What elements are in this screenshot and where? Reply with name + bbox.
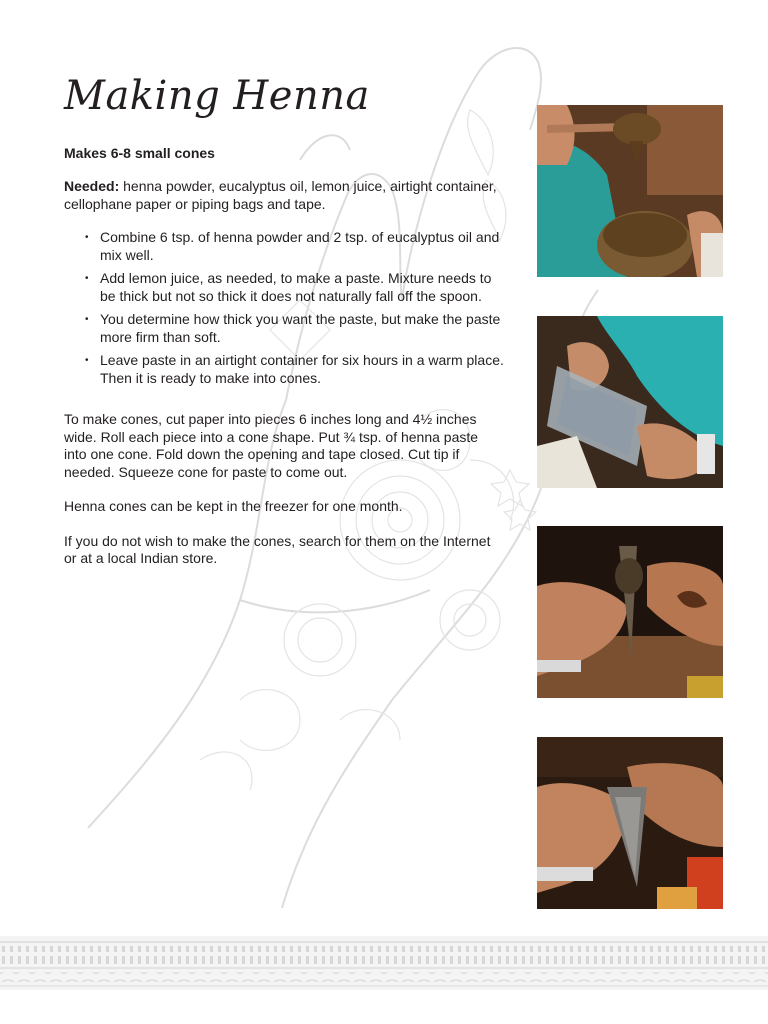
photo-cone-tip: [537, 737, 723, 909]
yield-text: Makes 6-8 small cones: [64, 145, 215, 161]
mehndi-border-pattern: [0, 936, 768, 990]
page-title: Making Henna: [64, 73, 370, 119]
photo-mixing-paste: [537, 105, 723, 277]
needed-label: Needed:: [64, 178, 120, 194]
photo-rolling-cone: [537, 526, 723, 698]
recipe-content: [64, 60, 504, 568]
storage-note: Henna cones can be kept in the freezer for one month.: [64, 498, 403, 514]
needed-text: henna powder, eucalyptus oil, lemon juice, airtight container, cellophane paper or piping bags and tape.: [64, 178, 497, 212]
step-item: • You determine how thick you want the paste, but make the paste more firm than soft.: [100, 311, 504, 346]
needed-paragraph: [64, 178, 504, 213]
step-item: • Leave paste in an airtight container for six hours in a warm place. Then it is ready to make into cones.: [100, 352, 504, 387]
photo-cellophane-paper: [537, 316, 723, 488]
step-item: • Add lemon juice, as needed, to make a paste. Mixture needs to be thick but not so thick it does not naturally fall off the spoon.: [100, 270, 504, 305]
purchase-note: If you do not wish to make the cones, search for them on the Internet or at a local Indian store.: [64, 532, 491, 566]
step-item: • Combine 6 tsp. of henna powder and 2 tsp. of eucalyptus oil and mix well.: [100, 229, 504, 264]
steps-list: [64, 229, 504, 387]
cone-instructions: To make cones, cut paper into pieces 6 inches long and 4½ inches wide. Roll each piece into a cone shape. Put ¾ tsp. of henna paste into one cone. Fold down the opening and tape closed. Cut tip if needed. Squeeze cone for paste to come out.: [64, 411, 479, 480]
